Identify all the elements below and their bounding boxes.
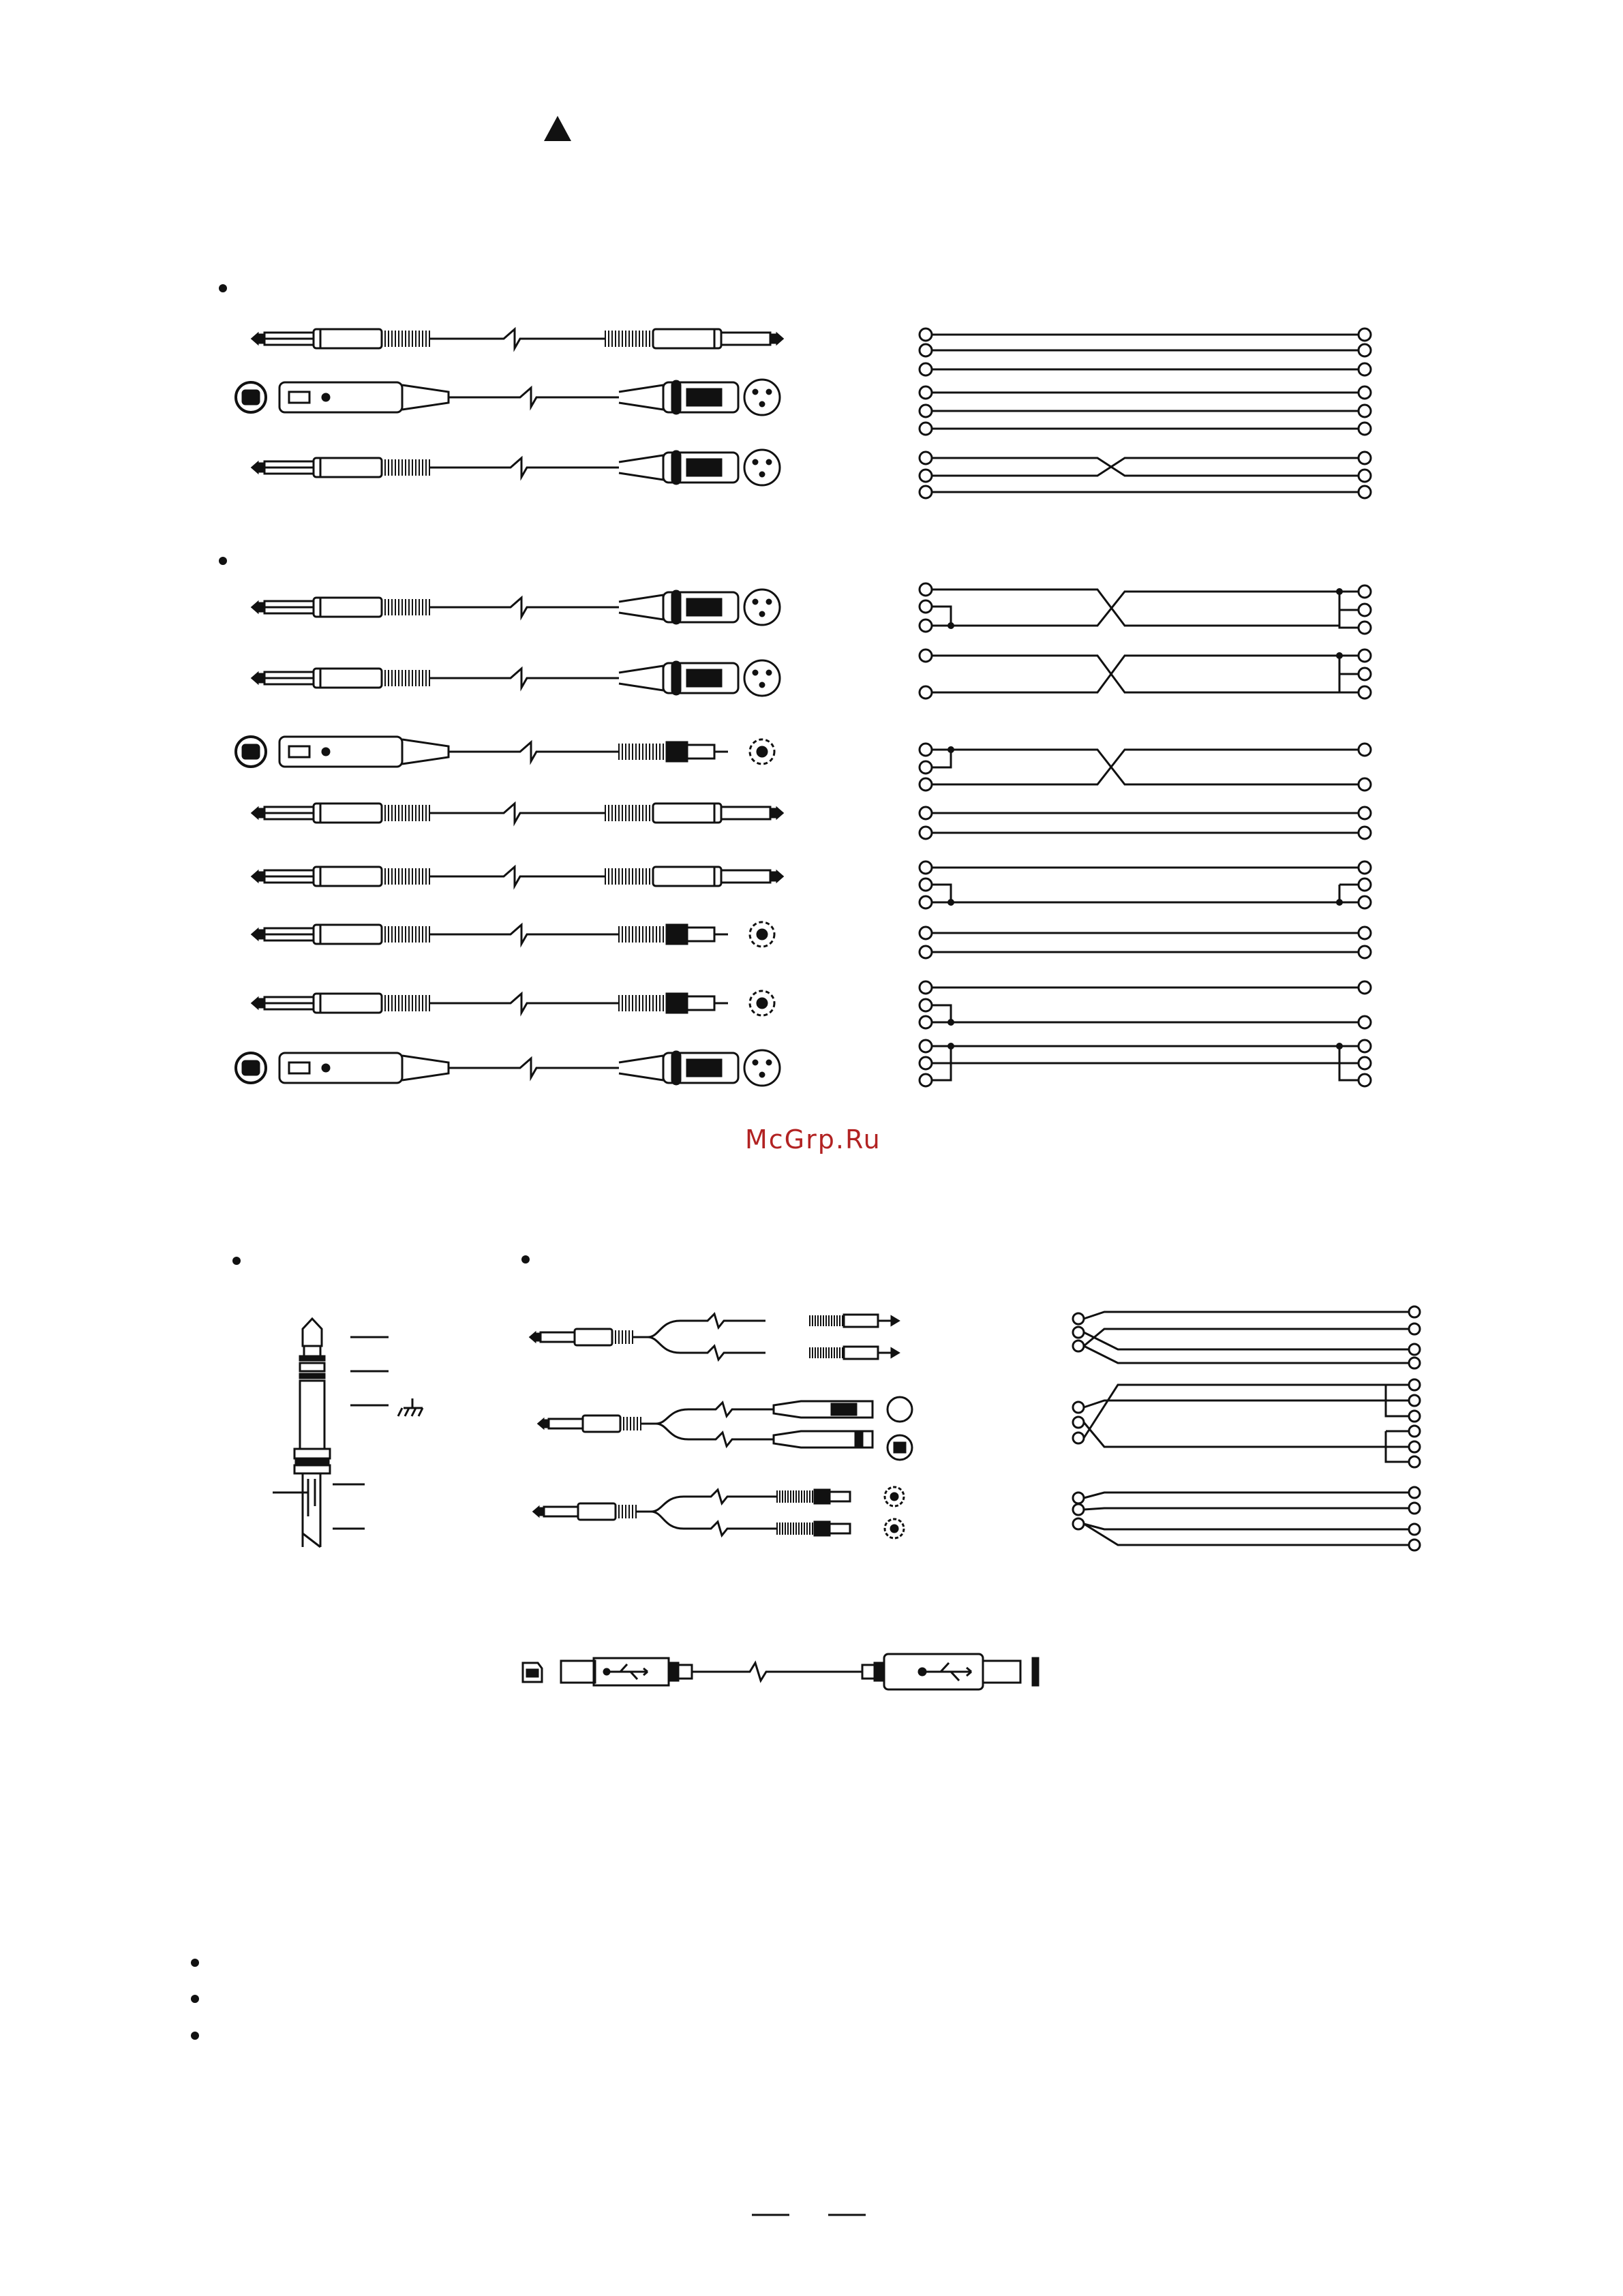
terminal-node-icon [1409,1344,1420,1355]
wiring-unbal-5 [920,861,1371,908]
terminal-node-icon [920,1074,932,1086]
xlr-pin-face-icon [744,590,780,625]
terminal-node-icon [1073,1518,1084,1529]
y-wiring-2 [1073,1379,1420,1467]
terminal-node-icon [1359,827,1371,839]
terminal-node-icon [1409,1379,1420,1390]
wiring-cross-group [920,452,1371,498]
wiring-diagrams [920,328,1371,1086]
bullet-dot-icon [219,284,227,292]
cable-row [252,922,774,947]
terminal-node-icon [920,344,932,356]
wiring-straight-group [920,328,1371,376]
cable-row [252,660,780,696]
xlr-pin-face-icon [744,660,780,696]
bullet-dot-icon [521,1255,530,1264]
terminal-node-icon [1409,1323,1420,1334]
terminal-node-icon [920,761,932,774]
junction-dot-icon [1336,652,1343,659]
terminal-node-icon [920,386,932,399]
terminal-node-icon [1073,1433,1084,1443]
bullet-dot-icon [191,1959,199,1967]
terminal-node-icon [1359,649,1371,662]
terminal-node-icon [1359,344,1371,356]
terminal-node-icon [1359,946,1371,958]
wiring-unbal-4 [920,807,1371,839]
cable-row [252,590,780,625]
usb-cable [523,1654,1038,1689]
terminal-node-icon [1073,1327,1084,1338]
terminal-node-icon [920,981,932,994]
terminal-node-icon [920,328,932,341]
terminal-node-icon [1359,1057,1371,1069]
cable-row [252,991,774,1015]
y-wiring-3 [1073,1487,1420,1550]
terminal-node-icon [1359,981,1371,994]
terminal-node-icon [1409,1487,1420,1498]
terminal-node-icon [1359,861,1371,874]
terminal-node-icon [1359,423,1371,435]
terminal-node-icon [920,1016,932,1028]
xlr-pin-face-icon [744,450,780,485]
junction-dot-icon [947,622,954,629]
terminal-node-icon [920,405,932,417]
terminal-node-icon [1073,1504,1084,1515]
wiring-straight-group [920,386,1371,435]
terminal-node-icon [920,452,932,464]
terminal-node-icon [1359,1040,1371,1052]
terminal-node-icon [920,778,932,791]
junction-dot-icon [947,1043,954,1050]
terminal-node-icon [1409,1411,1420,1422]
watermark-text: McGrp.Ru [745,1124,881,1154]
terminal-node-icon [920,1040,932,1052]
terminal-node-icon [1359,486,1371,498]
terminal-node-icon [920,600,932,613]
terminal-node-icon [920,999,932,1011]
terminal-node-icon [1409,1456,1420,1467]
terminal-node-icon [1359,927,1371,939]
terminal-node-icon [1359,1016,1371,1028]
terminal-node-icon [1073,1402,1084,1413]
terminal-node-icon [1359,744,1371,756]
usb-b-port-icon [523,1663,542,1682]
xlr-pin-face-icon [744,1050,780,1086]
cable-row [252,867,783,886]
terminal-node-icon [1359,1074,1371,1086]
wiring-unbal-3 [920,744,1371,791]
terminal-node-icon [920,649,932,662]
terminal-node-icon [920,927,932,939]
y-cable-wiring-diagrams [1073,1306,1420,1550]
terminal-node-icon [1359,896,1371,908]
terminal-node-icon [1359,470,1371,482]
terminal-node-icon [920,807,932,819]
cable-row [252,450,780,485]
terminal-node-icon [920,470,932,482]
usb-trident-icon [604,1664,648,1679]
terminal-node-icon [1409,1358,1420,1368]
y-cable-drawings [530,1314,912,1538]
wiring-unbal-6 [920,927,1371,958]
usb-trident-icon [919,1663,971,1681]
terminal-node-icon [1359,622,1371,634]
terminal-node-icon [1409,1540,1420,1550]
terminal-node-icon [1359,604,1371,616]
cable-row [236,737,774,767]
terminal-node-icon [920,946,932,958]
bullet-dot-icon [232,1257,241,1265]
junction-dot-icon [947,1019,954,1026]
xlr-pin-face-icon [888,1397,912,1422]
y-wiring-1 [1073,1306,1420,1368]
cable-row [252,329,783,348]
terminal-node-icon [1409,1395,1420,1406]
y-cable-jack-to-xlr [539,1397,912,1460]
terminal-node-icon [1359,386,1371,399]
terminal-node-icon [1409,1426,1420,1437]
wiring-unbal-2 [920,649,1371,699]
terminal-node-icon [1359,363,1371,376]
terminal-node-icon [1359,668,1371,680]
y-cable-jack-to-two-jacks [530,1314,898,1360]
terminal-node-icon [920,744,932,756]
junction-dot-icon [947,899,954,906]
terminal-node-icon [920,878,932,891]
terminal-node-icon [920,1057,932,1069]
terminal-node-icon [920,861,932,874]
terminal-node-icon [1409,1306,1420,1317]
cable-row [252,803,783,823]
terminal-node-icon [1409,1503,1420,1514]
ground-symbol-icon [398,1398,423,1416]
terminal-node-icon [1073,1313,1084,1324]
terminal-node-icon [1073,1493,1084,1503]
terminal-node-icon [1359,686,1371,699]
bullet-dot-icon [219,557,227,565]
terminal-node-icon [1359,328,1371,341]
terminal-node-icon [1073,1341,1084,1351]
terminal-node-icon [920,896,932,908]
terminal-node-icon [920,827,932,839]
terminal-node-icon [920,583,932,596]
xlr-pin-face-icon [744,380,780,415]
terminal-node-icon [920,423,932,435]
terminal-node-icon [1409,1441,1420,1452]
warning-triangle-icon [544,116,571,141]
terminal-node-icon [920,363,932,376]
junction-dot-icon [1336,588,1343,595]
terminal-node-icon [1359,778,1371,791]
trs-plug-detail [273,1319,423,1547]
terminal-node-icon [1359,585,1371,598]
y-cable-jack-to-two-rca [534,1487,904,1538]
cable-row [236,380,780,415]
junction-dot-icon [1336,899,1343,906]
cable-drawings [236,329,783,1086]
terminal-node-icon [1409,1524,1420,1535]
terminal-node-icon [1359,405,1371,417]
cable-row [236,1050,780,1086]
wiring-unbal-1 [920,583,1371,634]
terminal-node-icon [920,619,932,632]
bullet-dot-icon [191,2032,199,2040]
terminal-node-icon [1359,807,1371,819]
terminal-node-icon [920,486,932,498]
junction-dot-icon [1336,1043,1343,1050]
terminal-node-icon [1359,878,1371,891]
terminal-node-icon [1073,1417,1084,1428]
terminal-node-icon [1359,452,1371,464]
wiring-unbal-7 [920,981,1371,1028]
wiring-unbal-8 [920,1040,1371,1086]
terminal-node-icon [920,686,932,699]
bullet-dot-icon [191,1995,199,2003]
